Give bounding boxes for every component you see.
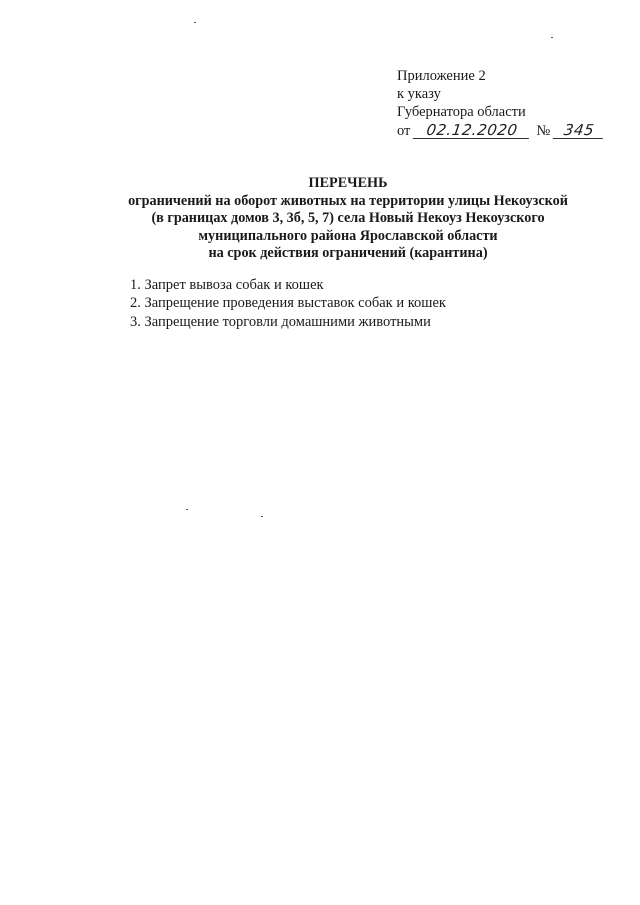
scan-speck — [261, 516, 263, 517]
document-title — [100, 175, 596, 263]
decree-number: 345 — [553, 122, 605, 139]
list-item: 3. Запрещение торговли домашними животными — [130, 313, 431, 330]
scan-speck — [194, 22, 196, 23]
decree-date-number-row — [397, 122, 604, 140]
title-line: на срок действия ограничений (карантина) — [208, 245, 488, 261]
appendix-number: Приложение 2 — [397, 68, 486, 84]
appendix-to-decree: к указу — [397, 86, 441, 102]
list-item: 1. Запрет вывоза собак и кошек — [130, 277, 324, 293]
title-line: муниципального района Ярославской области — [198, 227, 498, 244]
scan-speck — [551, 37, 553, 38]
number-sign: № — [536, 123, 551, 139]
restrictions-list — [130, 276, 446, 331]
list-item: 2. Запрещение проведения выставок собак и кошек — [130, 295, 446, 312]
appendix-header — [397, 67, 604, 140]
title-line: (в границах домов 3, 3б, 5, 7) села Новый Некоуз Некоузского — [151, 210, 545, 226]
scan-speck — [186, 509, 188, 510]
decree-date: 02.12.2020 — [413, 122, 531, 139]
title-line: ограничений на оборот животных на территории улицы Некоузской — [128, 192, 568, 209]
appendix-governor: Губернатора области — [397, 104, 526, 120]
title-heading: ПЕРЕЧЕНЬ — [308, 175, 388, 191]
date-prefix: от — [397, 123, 411, 139]
